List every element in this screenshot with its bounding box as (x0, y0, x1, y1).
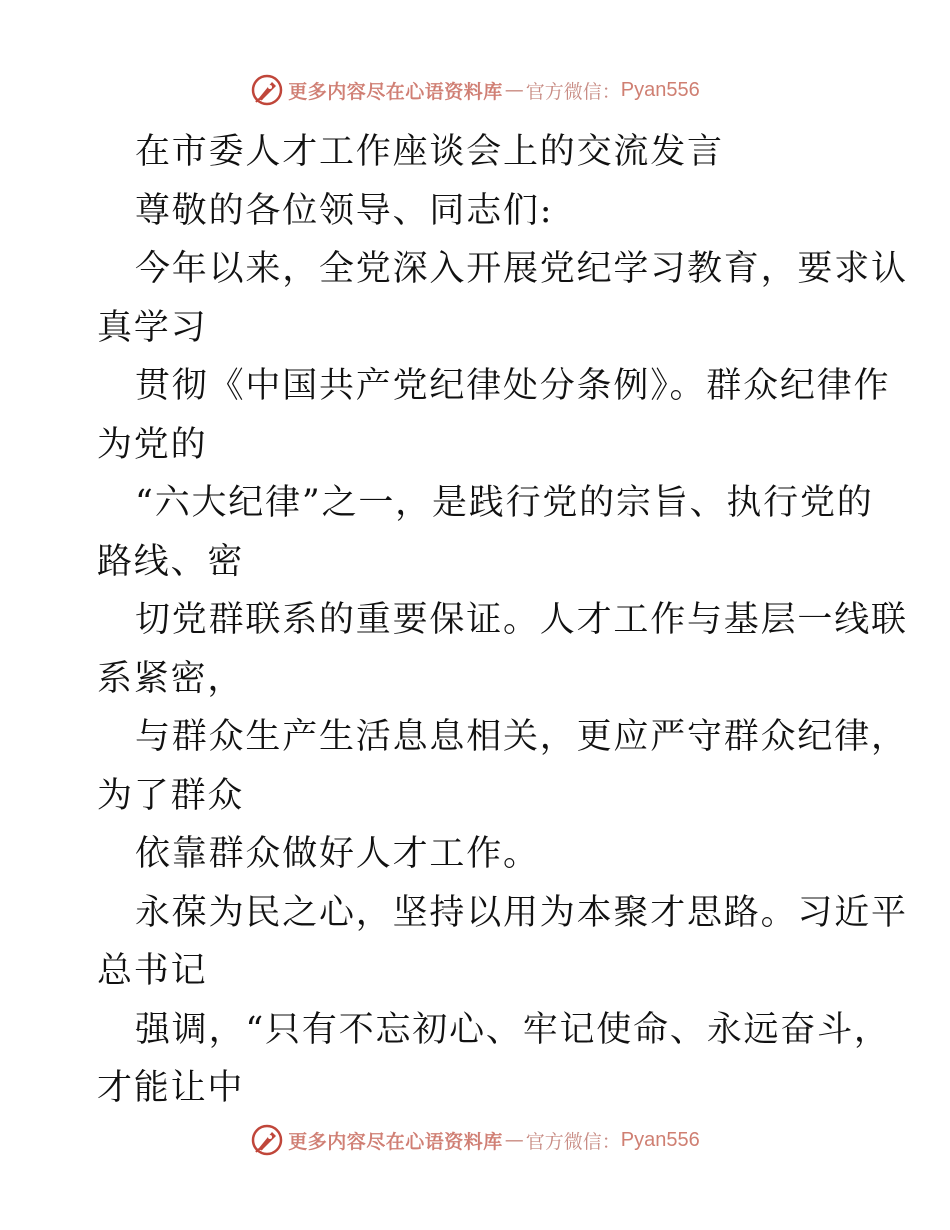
paragraph-line: 强调，“只有不忘初心、牢记使命、永远奋斗， (135, 1009, 891, 1050)
banner-separator: — (504, 1129, 524, 1151)
paragraph-line: 才能让中 (97, 1068, 245, 1108)
paragraph-line: 永葆为民之心，坚持以用为本聚才思路。习近平 (135, 892, 908, 933)
banner-wechat-id: Pyan556 (620, 1128, 700, 1151)
paragraph-line: 今年以来，全党深入开展党纪学习教育，要求认 (135, 249, 908, 289)
paragraph-line: 贯彻《中国共产党纪律处分条例》。群众纪律作 (135, 366, 891, 406)
document-title: 在市委人才工作座谈会上的交流发言 (135, 132, 724, 172)
paragraph-line: 真学习 (97, 307, 208, 348)
paragraph-line: “六大纪律”之一，是践行党的宗旨、执行党的 (135, 483, 874, 523)
paragraph-line: 与群众生产生活息息相关，更应严守群众纪律， (135, 717, 908, 757)
document-body (97, 123, 908, 1118)
paragraph-line: 为了群众 (97, 775, 245, 816)
salutation: 尊敬的各位领导、同志们: (135, 190, 554, 231)
banner-wechat-label: 官方微信： (525, 80, 621, 103)
pen-nib-logo-icon (250, 73, 284, 107)
banner-title: 更多内容尽在心语资料库 (288, 80, 503, 103)
paragraph-line: 切党群联系的重要保证。人才工作与基层一线联 (135, 600, 908, 640)
paragraph-line: 路线、密 (97, 541, 245, 582)
banner-wechat-label: 官方微信： (525, 1130, 621, 1153)
paragraph-line: 依靠群众做好人才工作。 (135, 834, 540, 874)
header-watermark-banner (0, 70, 950, 110)
banner-title: 更多内容尽在心语资料库 (288, 1130, 503, 1153)
banner-separator: — (504, 79, 524, 101)
banner-wechat-id: Pyan556 (620, 78, 700, 101)
paragraph-line: 系紧密， (97, 658, 245, 699)
footer-watermark-banner (0, 1120, 950, 1160)
pen-nib-logo-icon (250, 1123, 284, 1157)
paragraph-line: 总书记 (97, 951, 208, 991)
paragraph-line: 为党的 (97, 424, 208, 465)
